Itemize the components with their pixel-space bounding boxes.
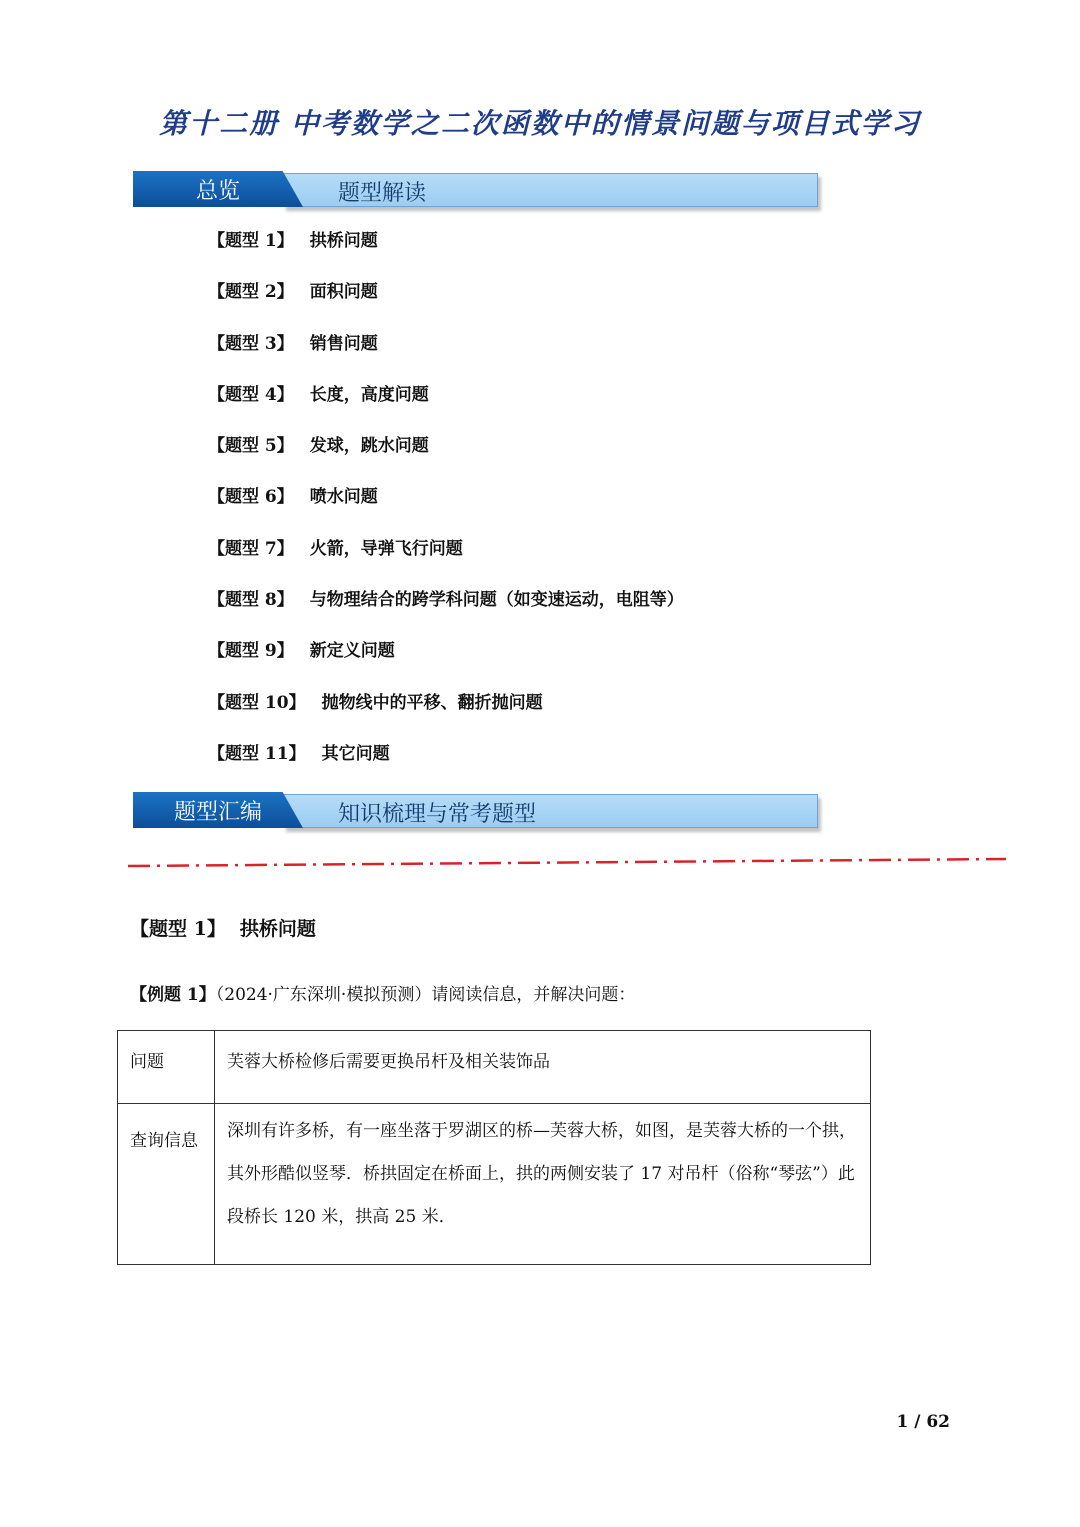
- topic-text: 与物理结合的跨学科问题（如变速运动，电阻等）: [309, 590, 684, 611]
- example-text: （2024·广东深圳·模拟预测）请阅读信息，并解决问题：: [215, 985, 636, 1005]
- topic-text: 销售问题: [309, 333, 378, 354]
- section-text: 拱桥问题: [239, 918, 316, 940]
- topic-item[interactable]: [208, 226, 684, 277]
- table-value-cell: 芙蓉大桥检修后需要更换吊杆及相关装饰品: [215, 1031, 871, 1104]
- page-number: 1 / 62: [896, 1412, 950, 1432]
- section-tag: 【题型 1】: [130, 918, 226, 940]
- topic-tag: 【题型 8】: [208, 590, 294, 611]
- topic-item[interactable]: [208, 329, 684, 380]
- topic-text: 喷水问题: [309, 487, 378, 508]
- topic-text: 面积问题: [309, 282, 378, 303]
- topic-text: 火箭，导弹飞行问题: [309, 538, 463, 559]
- topic-text: 拱桥问题: [309, 231, 378, 251]
- topic-tag: 【题型 11】: [208, 743, 306, 764]
- topic-text: 抛物线中的平移、翻折抛问题: [321, 692, 543, 713]
- topic-item[interactable]: [208, 688, 684, 739]
- info-table: [117, 1030, 871, 1265]
- section-heading: [130, 914, 316, 941]
- table-row: [118, 1104, 871, 1265]
- topic-tag: 【题型 10】: [208, 692, 306, 713]
- banner-tab-label: 题型汇编: [173, 800, 262, 825]
- table-key-cell: 问题: [118, 1031, 215, 1104]
- topic-text: 新定义问题: [309, 641, 395, 662]
- table-value-cell: 深圳有许多桥，有一座坐落于罗湖区的桥—芙蓉大桥，如图，是芙蓉大桥的一个拱，其外形酷似竖琴．桥拱固定在桥面上，拱的两侧安装了 17 对吊杆（俗称“琴弦”）此段桥长 120 米，拱高 25 米．: [215, 1104, 871, 1265]
- overview-banner: [133, 171, 818, 209]
- topic-tag: 【题型 3】: [208, 333, 294, 354]
- topic-text: 发球，跳水问题: [309, 436, 429, 457]
- topic-item[interactable]: [208, 380, 684, 431]
- topic-text: 其它问题: [321, 743, 390, 764]
- topic-item[interactable]: [208, 277, 684, 328]
- compilation-banner: [133, 792, 818, 830]
- topic-tag: 【题型 5】: [208, 436, 294, 457]
- topic-item[interactable]: [208, 482, 684, 533]
- topic-text: 长度，高度问题: [309, 384, 429, 405]
- topic-tag: 【题型 9】: [208, 641, 294, 662]
- table-row: [118, 1031, 871, 1104]
- banner-bar-label: 题型解读: [338, 181, 427, 206]
- topic-item[interactable]: [208, 431, 684, 482]
- dash-dot-divider: [128, 855, 1006, 869]
- topic-tag: 【题型 7】: [208, 538, 294, 559]
- topic-item[interactable]: [208, 636, 684, 687]
- topic-tag: 【题型 4】: [208, 384, 294, 405]
- topic-tag: 【题型 1】: [208, 231, 294, 251]
- topic-item[interactable]: [208, 585, 684, 636]
- topic-tag: 【题型 2】: [208, 282, 294, 303]
- topic-list: [208, 226, 684, 790]
- topic-tag: 【题型 6】: [208, 487, 294, 508]
- table-key-cell: 查询信息: [118, 1104, 215, 1265]
- banner-tab-label: 总览: [195, 179, 240, 204]
- topic-item[interactable]: [208, 534, 684, 585]
- banner-bar-label: 知识梳理与常考题型: [338, 802, 537, 827]
- example-label: 【例题 1】: [130, 985, 216, 1005]
- topic-item[interactable]: [208, 739, 684, 790]
- page-title: 第十二册 中考数学之二次函数中的情景问题与项目式学习: [159, 107, 921, 140]
- example-intro: [130, 980, 635, 1005]
